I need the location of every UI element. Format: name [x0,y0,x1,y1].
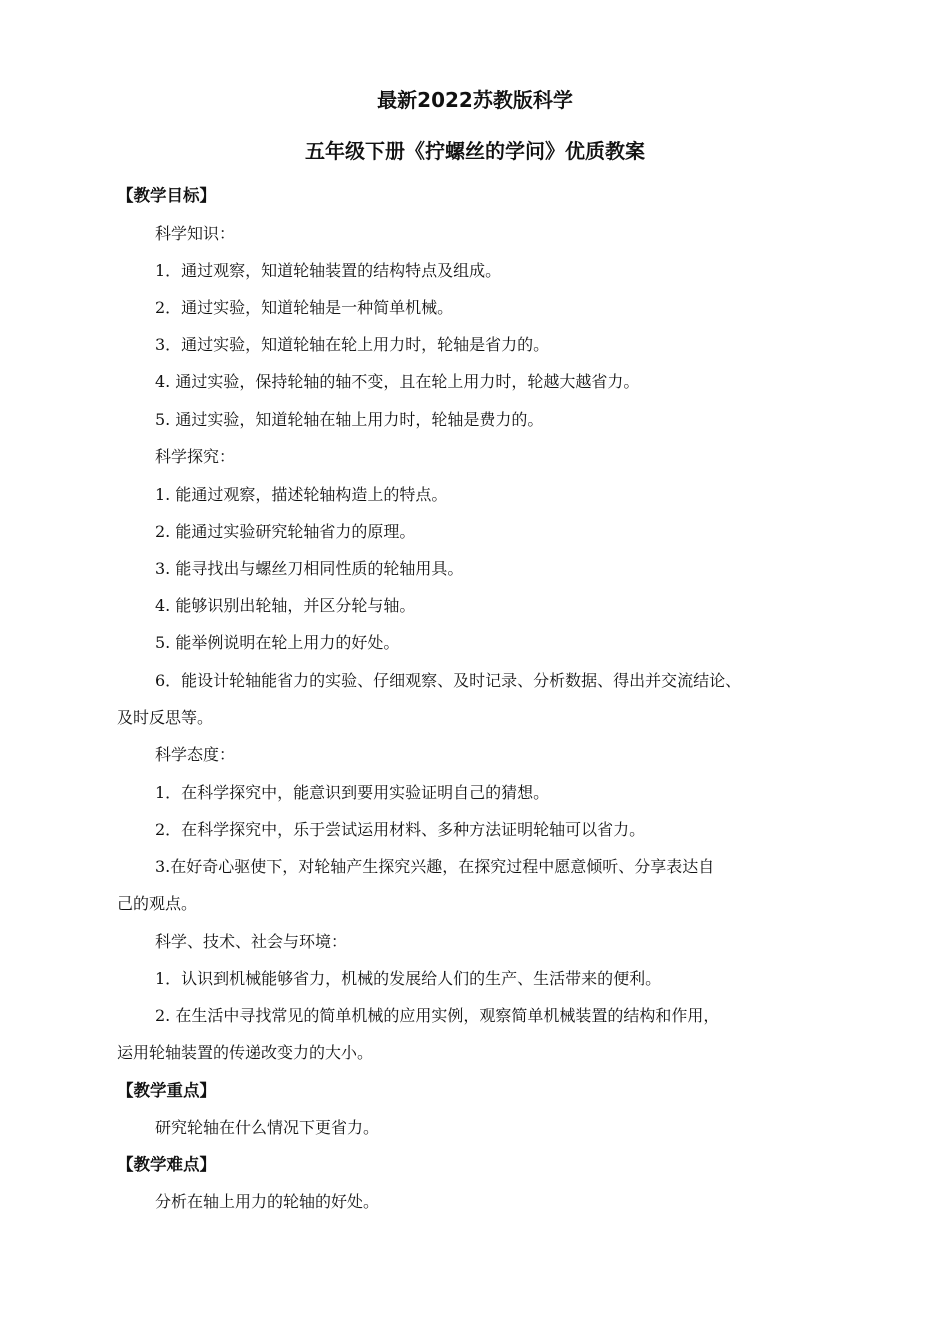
document-title: 最新2022苏教版科学 [377,88,573,112]
list-item: 4. 能够识别出轮轴，并区分轮与轴。 [155,596,416,615]
list-item: 2．在科学探究中，乐于尝试运用材料、多种方法证明轮轴可以省力。 [155,820,646,839]
list-item: 2. 在生活中寻找常见的简单机械的应用实例，观察简单机械装置的结构和作用， [155,1006,720,1025]
list-item: 1. 能通过观察，描述轮轴构造上的特点。 [155,485,448,504]
section-heading-key-points: 【教学重点】 [117,1081,216,1100]
list-item: 1．认识到机械能够省力，机械的发展给人们的生产、生活带来的便利。 [155,969,662,988]
list-item-continuation: 运用轮轴装置的传递改变力的大小。 [117,1043,374,1062]
subsection-label-stse: 科学、技术、社会与环境： [155,932,348,951]
list-item: 3．通过实验，知道轮轴在轮上用力时，轮轴是省力的。 [155,335,550,354]
list-item: 1．在科学探究中，能意识到要用实验证明自己的猜想。 [155,783,550,802]
subsection-label-knowledge: 科学知识： [155,224,236,243]
subsection-label-attitude: 科学态度： [155,745,236,764]
list-item: 3. 能寻找出与螺丝刀相同性质的轮轴用具。 [155,559,464,578]
list-item-continuation: 己的观点。 [117,894,198,913]
section-heading-objectives: 【教学目标】 [117,186,216,205]
key-points-text: 研究轮轴在什么情况下更省力。 [155,1118,380,1137]
difficulties-text: 分析在轴上用力的轮轴的好处。 [155,1192,380,1211]
list-item: 5. 通过实验，知道轮轴在轴上用力时，轮轴是费力的。 [155,410,544,429]
document-subtitle: 五年级下册《拧螺丝的学问》优质教案 [305,139,645,163]
list-item: 6．能设计轮轴能省力的实验、仔细观察、及时记录、分析数据、得出并交流结论、 [155,671,742,690]
subsection-label-inquiry: 科学探究： [155,447,236,466]
list-item: 5. 能举例说明在轮上用力的好处。 [155,633,400,652]
list-item: 2. 能通过实验研究轮轴省力的原理。 [155,522,416,541]
list-item: 2．通过实验，知道轮轴是一种简单机械。 [155,298,454,317]
list-item-continuation: 及时反思等。 [117,708,214,727]
list-item: 1．通过观察，知道轮轴装置的结构特点及组成。 [155,261,502,280]
list-item: 4. 通过实验，保持轮轴的轴不变，且在轮上用力时，轮越大越省力。 [155,372,640,391]
section-heading-difficulties: 【教学难点】 [117,1155,216,1174]
list-item: 3.在好奇心驱使下，对轮轴产生探究兴趣，在探究过程中愿意倾听、分享表达自 [155,857,715,876]
